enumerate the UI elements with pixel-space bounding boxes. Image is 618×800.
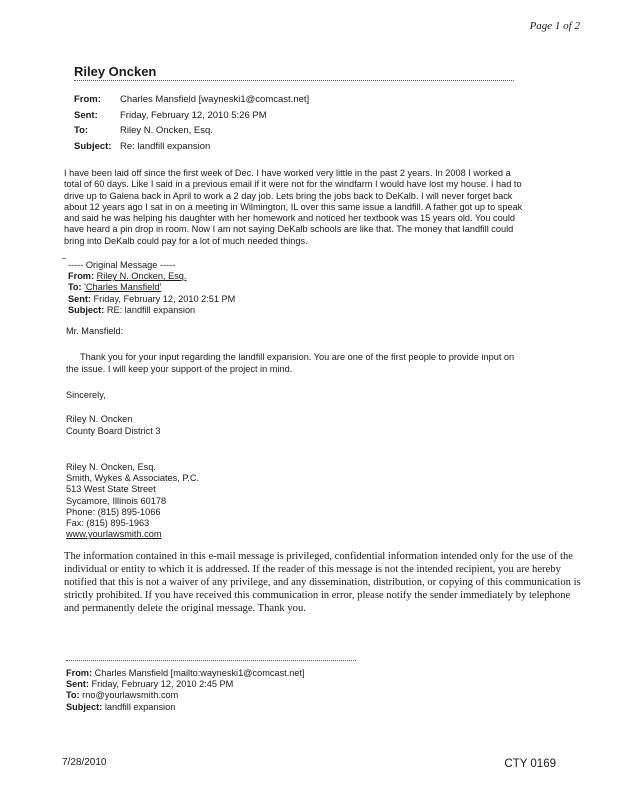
email-body-line: drive up to Galena back in April to work a 2 day job. Lets bring the jobs back to DeKalb. I will never forget back bbox=[64, 190, 513, 201]
forwarded-subject-label: Subject: bbox=[66, 701, 103, 712]
forwarded-to-label: To: bbox=[66, 690, 80, 701]
firm-signature bbox=[66, 462, 199, 540]
header-to bbox=[74, 125, 213, 136]
original-subject-label: Subject: bbox=[68, 304, 105, 315]
header-subject-label: Subject: bbox=[74, 141, 112, 152]
legal-notice: The information contained in this e-mail message is privileged, confidential information intended only for the use of the individual or entity to which it is addressed. If the reader of this message is not the intended recipient, you are hereby notified that this is not a waiver of any privilege, and any dissemination, distribution, or copying of this communication is strictly prohibited. If you have received this communication in error, please notify the sender immediately by telephone and permanently delete the original message. Thank you. bbox=[64, 551, 581, 614]
website-link[interactable]: www.yourlawsmith.com bbox=[66, 529, 162, 540]
original-from-label: From: bbox=[68, 271, 95, 282]
original-message-rule bbox=[62, 258, 66, 259]
firm-line: Riley N. Oncken, Esq. bbox=[66, 462, 156, 472]
email-body-line: bring into DeKalb could pay for a lot of much needed things. bbox=[64, 235, 308, 246]
original-to-label: To: bbox=[68, 282, 82, 293]
original-subject bbox=[68, 305, 235, 316]
forwarded-from-value: Charles Mansfield [mailto:wayneski1@comcast.net] bbox=[94, 668, 305, 678]
header-divider bbox=[74, 80, 514, 81]
firm-line: Fax: (815) 895-1963 bbox=[66, 518, 150, 529]
original-sent bbox=[68, 294, 235, 305]
forwarded-header bbox=[66, 668, 305, 713]
email-body-line: have heard a pin drop in room. Now I am not saying DeKalb schools are like that. The money that landfill could bbox=[64, 224, 514, 235]
footer-date: 7/28/2010 bbox=[62, 757, 107, 768]
signature-name: Riley N. Oncken bbox=[66, 414, 133, 424]
forwarded-from-label: From: bbox=[66, 668, 93, 678]
original-subject-value: RE: landfill expansion bbox=[106, 304, 196, 315]
salutation: Mr. Mansfield: bbox=[66, 326, 124, 336]
header-subject bbox=[74, 141, 210, 152]
email-body-line: I have been laid off since the first week of Dec. I have worked very little in the past 2 years. In 2008 I worked a bbox=[64, 168, 511, 178]
header-sent-label: Sent: bbox=[74, 110, 98, 121]
original-from bbox=[68, 271, 235, 282]
forwarded-subject bbox=[66, 702, 305, 713]
reply-body-line2: the issue. I will keep your support of the project in mind. bbox=[66, 364, 293, 374]
forwarded-to-value: rno@yourlawsmith.com bbox=[82, 690, 179, 701]
header-from bbox=[74, 94, 309, 105]
forwarded-from bbox=[66, 668, 305, 679]
firm-line: 513 West State Street bbox=[66, 484, 156, 495]
email-body bbox=[64, 168, 584, 247]
page-number: Page 1 of 2 bbox=[529, 20, 580, 32]
firm-line: Smith, Wykes & Associates, P.C. bbox=[66, 473, 200, 484]
forwarded-sent-value: Friday, February 12, 2010 2:45 PM bbox=[91, 679, 234, 690]
header-sent bbox=[74, 110, 267, 121]
header-to-label: To: bbox=[74, 125, 89, 136]
original-to-value[interactable]: 'Charles Mansfield' bbox=[84, 282, 162, 293]
sender-name: Riley Oncken bbox=[74, 64, 157, 79]
header-from-label: From: bbox=[74, 94, 101, 105]
email-body-line: and said he was helping his daughter with her homework and noticed her textbook was 15 years old. You could bbox=[64, 213, 515, 224]
original-from-value[interactable]: Riley N. Oncken, Esq. bbox=[96, 271, 187, 282]
reply-body-line1: Thank you for your input regarding the landfill expansion. You are one of the first people to provide input on bbox=[80, 352, 515, 362]
firm-line: Phone: (815) 895-1066 bbox=[66, 506, 161, 517]
original-sent-value: Friday, February 12, 2010 2:51 PM bbox=[93, 293, 236, 304]
original-sent-label: Sent: bbox=[68, 293, 91, 304]
forwarded-to bbox=[66, 690, 305, 701]
header-to-value: Riley N. Oncken, Esq. bbox=[120, 125, 213, 136]
original-to bbox=[68, 282, 235, 293]
closing: Sincerely, bbox=[66, 390, 106, 400]
email-body-line: total of 60 days. Like I said in a previous email if it were not for the windfarm I would have lost my house. I had to bbox=[64, 179, 522, 190]
forwarded-subject-value: landfill expansion bbox=[104, 701, 176, 712]
signature-title: County Board District 3 bbox=[66, 426, 161, 436]
email-body-line: about 12 years ago I sat in on a meeting in Wilmington, IL over this same issue a landfill. A father got up to speak bbox=[64, 201, 523, 212]
header-subject-value: Re: landfill expansion bbox=[120, 141, 211, 152]
original-message-header bbox=[68, 260, 235, 316]
forwarded-sent-label: Sent: bbox=[66, 679, 89, 690]
original-message-separator: ----- Original Message ----- bbox=[68, 260, 176, 270]
header-from-value: Charles Mansfield [wayneski1@comcast.net] bbox=[120, 94, 310, 105]
firm-line: Sycamore, Illinois 60178 bbox=[66, 495, 167, 506]
document-id: CTY 0169 bbox=[504, 758, 556, 770]
header-sent-value: Friday, February 12, 2010 5:26 PM bbox=[120, 110, 267, 121]
forward-divider bbox=[66, 660, 356, 661]
forwarded-sent bbox=[66, 679, 305, 690]
